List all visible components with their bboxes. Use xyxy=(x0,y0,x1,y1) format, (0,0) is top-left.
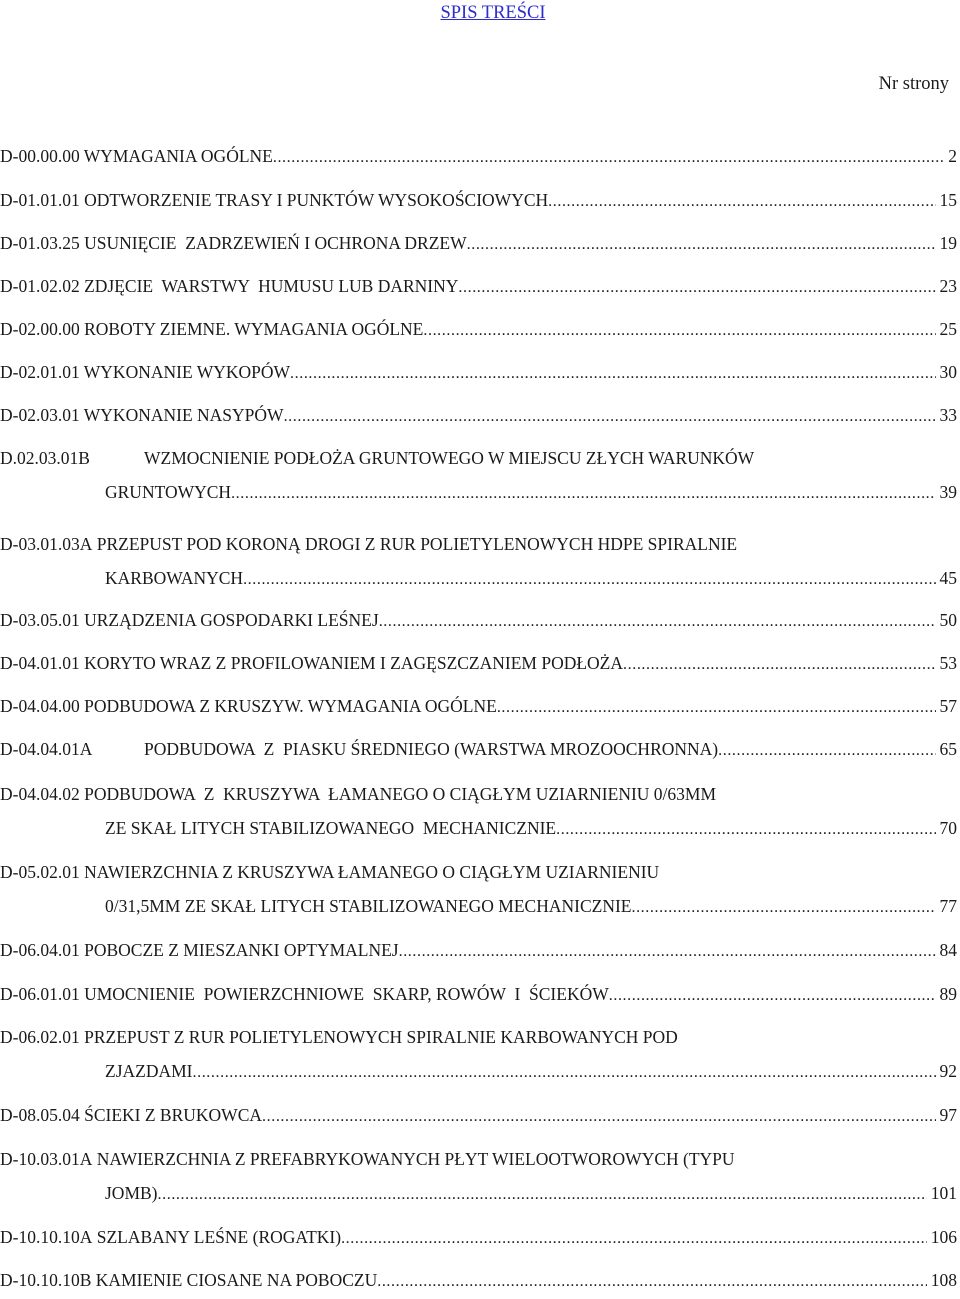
toc-entry[interactable] xyxy=(0,226,957,260)
toc-entry[interactable] xyxy=(0,855,957,923)
toc-entry-code: D-03.05.01 xyxy=(0,610,80,630)
dot-leader xyxy=(631,891,935,925)
toc-entry-page-number: 89 xyxy=(939,984,957,1004)
toc-entry-page-number: 65 xyxy=(939,739,957,759)
dot-leader xyxy=(609,979,936,1013)
dot-leader xyxy=(718,734,935,768)
toc-entry-page-number: 30 xyxy=(939,362,957,382)
toc-entry[interactable] xyxy=(0,1142,957,1210)
toc-entry-page-number: 92 xyxy=(939,1061,957,1081)
toc-entry-title-continuation: ZJAZDAMI xyxy=(105,1061,193,1081)
toc-entry[interactable] xyxy=(0,1263,957,1297)
toc-entry-code: D-06.04.01 xyxy=(0,940,80,960)
dot-leader xyxy=(341,1222,927,1256)
toc-entry-page-number: 84 xyxy=(939,940,957,960)
dot-leader xyxy=(193,1056,936,1090)
toc-entry-code: D-06.01.01 xyxy=(0,984,80,1004)
toc-entry-code: D-08.05.04 xyxy=(0,1105,80,1125)
toc-entry-title: URZĄDZENIA GOSPODARKI LEŚNEJ xyxy=(84,610,379,630)
toc-entry-code: D-01.02.02 xyxy=(0,276,80,296)
toc-entry[interactable] xyxy=(0,527,957,595)
toc-entry-page-number: 106 xyxy=(930,1227,957,1247)
toc-entry-page-number: 70 xyxy=(939,818,957,838)
toc-entry-title: POBOCZE Z MIESZANKI OPTYMALNEJ xyxy=(84,940,399,960)
toc-entry[interactable] xyxy=(0,441,957,509)
dot-leader xyxy=(284,400,936,434)
dot-leader xyxy=(399,935,936,969)
toc-entry-page-number: 15 xyxy=(939,190,957,210)
toc-entry[interactable] xyxy=(0,398,957,432)
toc-entry-title: NAWIERZCHNIA Z KRUSZYWA ŁAMANEGO O CIĄGŁYM UZIARNIENIU xyxy=(84,862,660,882)
dot-leader xyxy=(290,357,935,391)
toc-entry-code: D-05.02.01 xyxy=(0,862,80,882)
toc-entry-page-number: 19 xyxy=(939,233,957,253)
dot-leader xyxy=(467,228,936,262)
toc-entry-code: D-01.01.01 xyxy=(0,190,80,210)
toc-entry-page-number: 57 xyxy=(939,696,957,716)
dot-leader xyxy=(379,605,936,639)
toc-entry-page-number: 23 xyxy=(939,276,957,296)
toc-entry-code: D-06.02.01 xyxy=(0,1027,80,1047)
toc-entry-title: KAMIENIE CIOSANE NA POBOCZU xyxy=(95,1270,378,1290)
toc-entry-title-continuation: GRUNTOWYCH xyxy=(105,482,232,502)
dot-leader xyxy=(623,648,935,682)
toc-entry[interactable] xyxy=(0,646,957,680)
toc-entry-title-continuation: ZE SKAŁ LITYCH STABILIZOWANEGO MECHANICZNIE xyxy=(105,818,557,838)
toc-entry[interactable] xyxy=(0,269,957,303)
toc-entry-title: PRZEPUST POD KORONĄ DROGI Z RUR POLIETYLENOWYCH HDPE SPIRALNIE xyxy=(96,534,738,554)
toc-entry-page-number: 77 xyxy=(939,896,957,916)
dot-leader xyxy=(273,141,944,175)
toc-entry-title: NAWIERZCHNIA Z PREFABRYKOWANYCH PŁYT WIELOOTWOROWYCH (TYPU xyxy=(96,1149,735,1169)
toc-entry[interactable] xyxy=(0,732,957,766)
dot-leader xyxy=(458,271,935,305)
dot-leader xyxy=(377,1265,927,1299)
toc-entry[interactable] xyxy=(0,1020,957,1088)
toc-entry[interactable] xyxy=(0,139,957,173)
toc-entry-page-number: 53 xyxy=(939,653,957,673)
toc-entry-code: D-10.03.01A xyxy=(0,1149,93,1169)
toc-entry-page-number: 25 xyxy=(939,319,957,339)
toc-entry-title-continuation: KARBOWANYCH xyxy=(105,568,244,588)
toc-entry[interactable] xyxy=(0,1220,957,1254)
toc-entry-title: ŚCIEKI Z BRUKOWCA xyxy=(84,1105,263,1125)
toc-entry-title: WYKONANIE WYKOPÓW xyxy=(83,362,291,382)
dot-leader xyxy=(423,314,935,348)
toc-entry-code: D-04.04.02 xyxy=(0,784,80,804)
toc-entry-code: D-10.10.10A xyxy=(0,1227,93,1247)
toc-entry-title: KORYTO WRAZ Z PROFILOWANIEM I ZAGĘSZCZANIEM PODŁOŻA xyxy=(84,653,624,673)
toc-entry-page-number: 50 xyxy=(939,610,957,630)
toc-entry-code: D-10.10.10B xyxy=(0,1270,92,1290)
toc-entry-page-number: 97 xyxy=(939,1105,957,1125)
toc-entry-code: D-04.04.00 xyxy=(0,696,80,716)
toc-entry-title: PODBUDOWA Z KRUSZYWA ŁAMANEGO O CIĄGŁYM UZIARNIENIU 0/63MM xyxy=(84,784,717,804)
dot-leader xyxy=(262,1100,935,1134)
toc-entry-title-continuation: 0/31,5MM ZE SKAŁ LITYCH STABILIZOWANEGO MECHANICZNIE xyxy=(105,896,632,916)
toc-entry-title: UMOCNIENIE POWIERZCHNIOWE SKARP, ROWÓW I ŚCIEKÓW xyxy=(84,984,609,1004)
toc-entry-title: PODBUDOWA Z KRUSZYW. WYMAGANIA OGÓLNE xyxy=(84,696,497,716)
toc-entry-title-continuation: JOMB) xyxy=(105,1183,158,1203)
dot-leader xyxy=(231,477,935,511)
toc-entry[interactable] xyxy=(0,183,957,217)
toc-entry-code: D-01.03.25 xyxy=(0,233,80,253)
toc-entry-page-number: 108 xyxy=(930,1270,957,1290)
toc-entry-code: D.02.03.01B xyxy=(0,448,90,468)
dot-leader xyxy=(243,563,935,597)
dot-leader xyxy=(556,813,935,847)
toc-entry[interactable] xyxy=(0,355,957,389)
document-title: SPIS TREŚCI xyxy=(440,3,546,23)
toc-entry-code: D-03.01.03A xyxy=(0,534,93,554)
toc-entry-title: ZDJĘCIE WARSTWY HUMUSU LUB DARNINY xyxy=(84,276,459,296)
toc-entry-page-number: 45 xyxy=(939,568,957,588)
toc-entry[interactable] xyxy=(0,1098,957,1132)
toc-entry-code: D-04.01.01 xyxy=(0,653,80,673)
toc-entry[interactable] xyxy=(0,777,957,845)
toc-entry-title: WYKONANIE NASYPÓW xyxy=(83,405,284,425)
toc-entry-code: D-02.03.01 xyxy=(0,405,80,425)
toc-entry-title: PODBUDOWA Z PIASKU ŚREDNIEGO (WARSTWA MROZOOCHRONNA) xyxy=(144,739,719,759)
toc-entry[interactable] xyxy=(0,977,957,1011)
toc-entry-page-number: 101 xyxy=(930,1183,957,1203)
toc-entry-code: D-02.01.01 xyxy=(0,362,80,382)
toc-entry[interactable] xyxy=(0,603,957,637)
toc-entry-title: ROBOTY ZIEMNE. WYMAGANIA OGÓLNE xyxy=(84,319,424,339)
toc-entry-title: WZMOCNIENIE PODŁOŻA GRUNTOWEGO W MIEJSCU ZŁYCH WARUNKÓW xyxy=(144,448,755,468)
toc-entry-title: SZLABANY LEŚNE (ROGATKI) xyxy=(96,1227,342,1247)
toc-entry-title: USUNIĘCIE ZADRZEWIEŃ I OCHRONA DRZEW xyxy=(84,233,467,253)
toc-entry-title: PRZEPUST Z RUR POLIETYLENOWYCH SPIRALNIE KARBOWANYCH POD xyxy=(84,1027,678,1047)
toc-entry[interactable] xyxy=(0,312,957,346)
toc-entry-page-number: 33 xyxy=(939,405,957,425)
toc-entry[interactable] xyxy=(0,933,957,967)
dot-leader xyxy=(158,1178,927,1212)
toc-entry-code: D-04.04.01A xyxy=(0,739,93,759)
dot-leader xyxy=(548,185,935,219)
toc-entry[interactable] xyxy=(0,689,957,723)
page-number-column-header: Nr strony xyxy=(878,74,949,94)
toc-entry-code: D-00.00.00 xyxy=(0,146,80,166)
toc-entry-title: WYMAGANIA OGÓLNE xyxy=(83,146,273,166)
toc-entry-title: ODTWORZENIE TRASY I PUNKTÓW WYSOKOŚCIOWYCH xyxy=(84,190,549,210)
dot-leader xyxy=(497,691,936,725)
toc-entry-code: D-02.00.00 xyxy=(0,319,80,339)
toc-entry-page-number: 39 xyxy=(939,482,957,502)
toc-entry-page-number: 2 xyxy=(948,146,957,166)
